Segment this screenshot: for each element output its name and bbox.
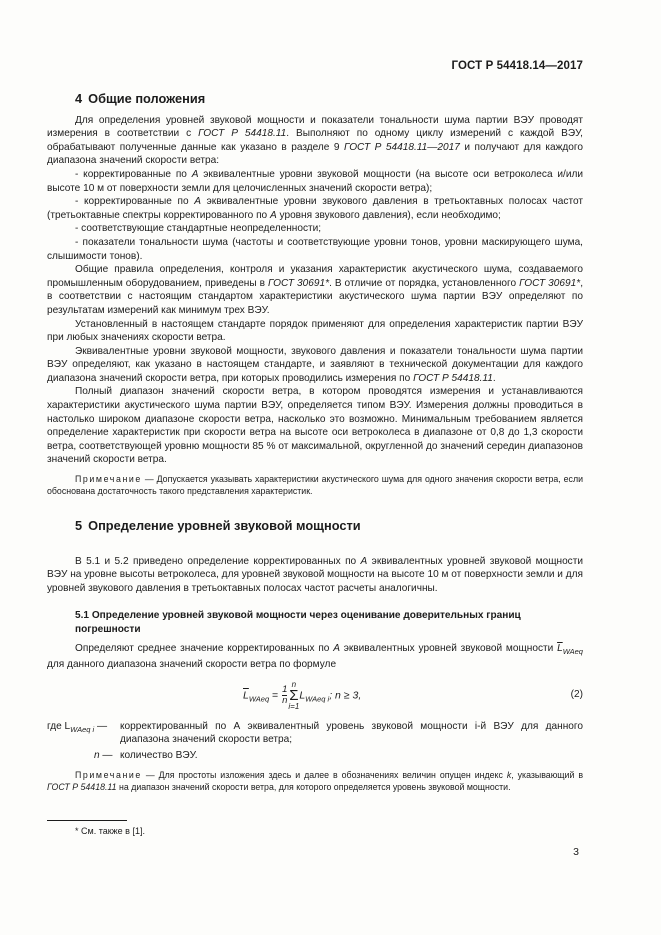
- paragraph: Эквивалентные уровни звуковой мощности, звукового давления и показатели тональности шума партии ВЭУ определяют, как указано в настоящем стандарте, и заявляют в технической документации для каждого диапазона значений скорости ветра, при которых проводились измерения по ГОСТ Р 54418.11.: [47, 345, 583, 384]
- equation-number: (2): [570, 688, 583, 700]
- symbol-mean-level: $\overline{L}$: [557, 642, 563, 654]
- document-reference: ГОСТ Р 54418.11: [47, 781, 117, 792]
- section-5-heading: [47, 519, 583, 533]
- formula-2: [47, 676, 583, 716]
- list-item: - корректированные по А эквивалентные уровни звукового давления в третьоктавных полосах частот (третьоктавные спектры корректированного по А уровня звукового давления), если необходимо;: [47, 196, 583, 221]
- paragraph: Общие правила определения, контроля и указания характеристик акустического шума, создаваемого промышленным оборудованием, приведены в ГОСТ 30691*. В отличие от порядка, установленного ГОСТ 30691*, в соответствии с настоящим стандартом характеристики акустического шума партии ВЭУ определяют по результатам измерений как минимум трех ВЭУ.: [47, 264, 583, 316]
- page-number: 3: [573, 846, 579, 858]
- variable-definitions: [47, 720, 583, 763]
- paragraph: В 5.1 и 5.2 приведено определение корректированных по А эквивалентных уровней звуковой мощности ВЭУ на уровне высоты ветроколеса, для уровней звуковой мощности на высоте 10 м от поверхности земли и для уровней звукового давления в третьоктавных полосах частот расчеты аналогичны.: [47, 555, 583, 594]
- formula-expression: $\overline{L}_{WAeq}$ = $\frac{1}{n}$ n Σ i=1 $L_{WAeq i}$; n ≥ 3,: [243, 679, 362, 711]
- note-label: Примечание: [75, 769, 142, 780]
- list-item: - соответствующие стандартные неопределенности;: [75, 223, 322, 235]
- document-reference: ГОСТ Р 54418.11: [413, 372, 493, 384]
- section-title: Общие положения: [88, 91, 206, 106]
- paragraph: Для определения уровней звуковой мощности и показатели тональности шума партии ВЭУ проводят измерения в соответствии с ГОСТ Р 54418.11. Выполняют по одному циклу измерений с каждой ВЭУ, обрабатывают полученные данные как указано в разделе 9 ГОСТ Р 54418.11—2017 и получают для каждого диапазона значений скорости ветра:: [47, 114, 583, 167]
- paragraph: Установленный в настоящем стандарте порядок применяют для определения характеристик партии ВЭУ при любых значениях скорости ветра.: [47, 318, 583, 344]
- document-reference: ГОСТ 30691*: [267, 277, 330, 289]
- document-reference: ГОСТ 30691*: [519, 277, 581, 289]
- paragraph: Определяют среднее значение корректированных по А эквивалентных уровней звуковой мощности $\overline{L}_{WAeq}$ для данного диапазона значений скорости ветра по формуле: [47, 642, 583, 671]
- definition-row: где $L_{WAeq i}$ — корректированный по А эквивалентный уровень звуковой мощности i-й ВЭУ для данного диапазона значений скорости ветра;: [47, 720, 583, 746]
- footnote: * См. также в [1].: [75, 826, 145, 836]
- note-label: Примечание: [75, 474, 142, 485]
- fraction: $\frac{1}{n}$: [282, 683, 288, 706]
- section-title: Определение уровней звуковой мощности: [88, 518, 361, 534]
- note: Примечание — Для простоты изложения здесь и далее в обозначениях величин опущен индекс k, указывающий в ГОСТ Р 54418.11 на диапазон значений скорости ветра, для которого определяется уровень звуковой мощности.: [47, 769, 583, 792]
- page-content: [47, 88, 583, 793]
- note: Примечание — Допускается указывать характеристики акустического шума для одного значения скорости ветра, если обоснована достаточность такого представления характеристик.: [47, 474, 583, 497]
- list-item: - показатели тональности шума (частоты и соответствующие уровни тонов, уровни маскирующего шума, слышимости тонов).: [47, 236, 583, 262]
- definition-row: n — количество ВЭУ.: [94, 749, 198, 761]
- subsection-5-1-heading: 5.1 Определение уровней звуковой мощности через оценивание доверительных границ погрешности: [75, 610, 521, 635]
- sum-sign: n Σ i=1: [288, 679, 300, 711]
- standard-header: ГОСТ Р 54418.14—2017: [451, 60, 583, 72]
- document-reference: ГОСТ Р 54418.11: [198, 128, 287, 140]
- section-number: 5: [75, 518, 83, 534]
- document-reference: ГОСТ Р 54418.11—2017: [344, 141, 460, 153]
- paragraph: Полный диапазон значений скорости ветра, в котором проводятся измерения и устанавливаются характеристики акустического шума партии ВЭУ, определяется типом ВЭУ. Измерения должны проводиться в настолько широком диапазоне скорости ветра, насколько это возможно. Минимальным требованием является определение характеристик при скорости ветра на высоте оси ветроколеса в диапазоне от 0,8 до 1,3 скорости ветра, соответствующей уровню мощности 85 % от максимальной, округленной до значений середин диапазонов значений скорости ветра.: [47, 386, 583, 466]
- list-item: - корректированные по А эквивалентные уровни звуковой мощности (на высоте оси ветроколеса и/или высоте 10 м от поверхности земли для целочисленных значений скорости ветра);: [47, 168, 583, 194]
- footnote-divider: [47, 820, 127, 821]
- section-number: 4: [75, 91, 83, 106]
- section-4-heading: [47, 92, 583, 106]
